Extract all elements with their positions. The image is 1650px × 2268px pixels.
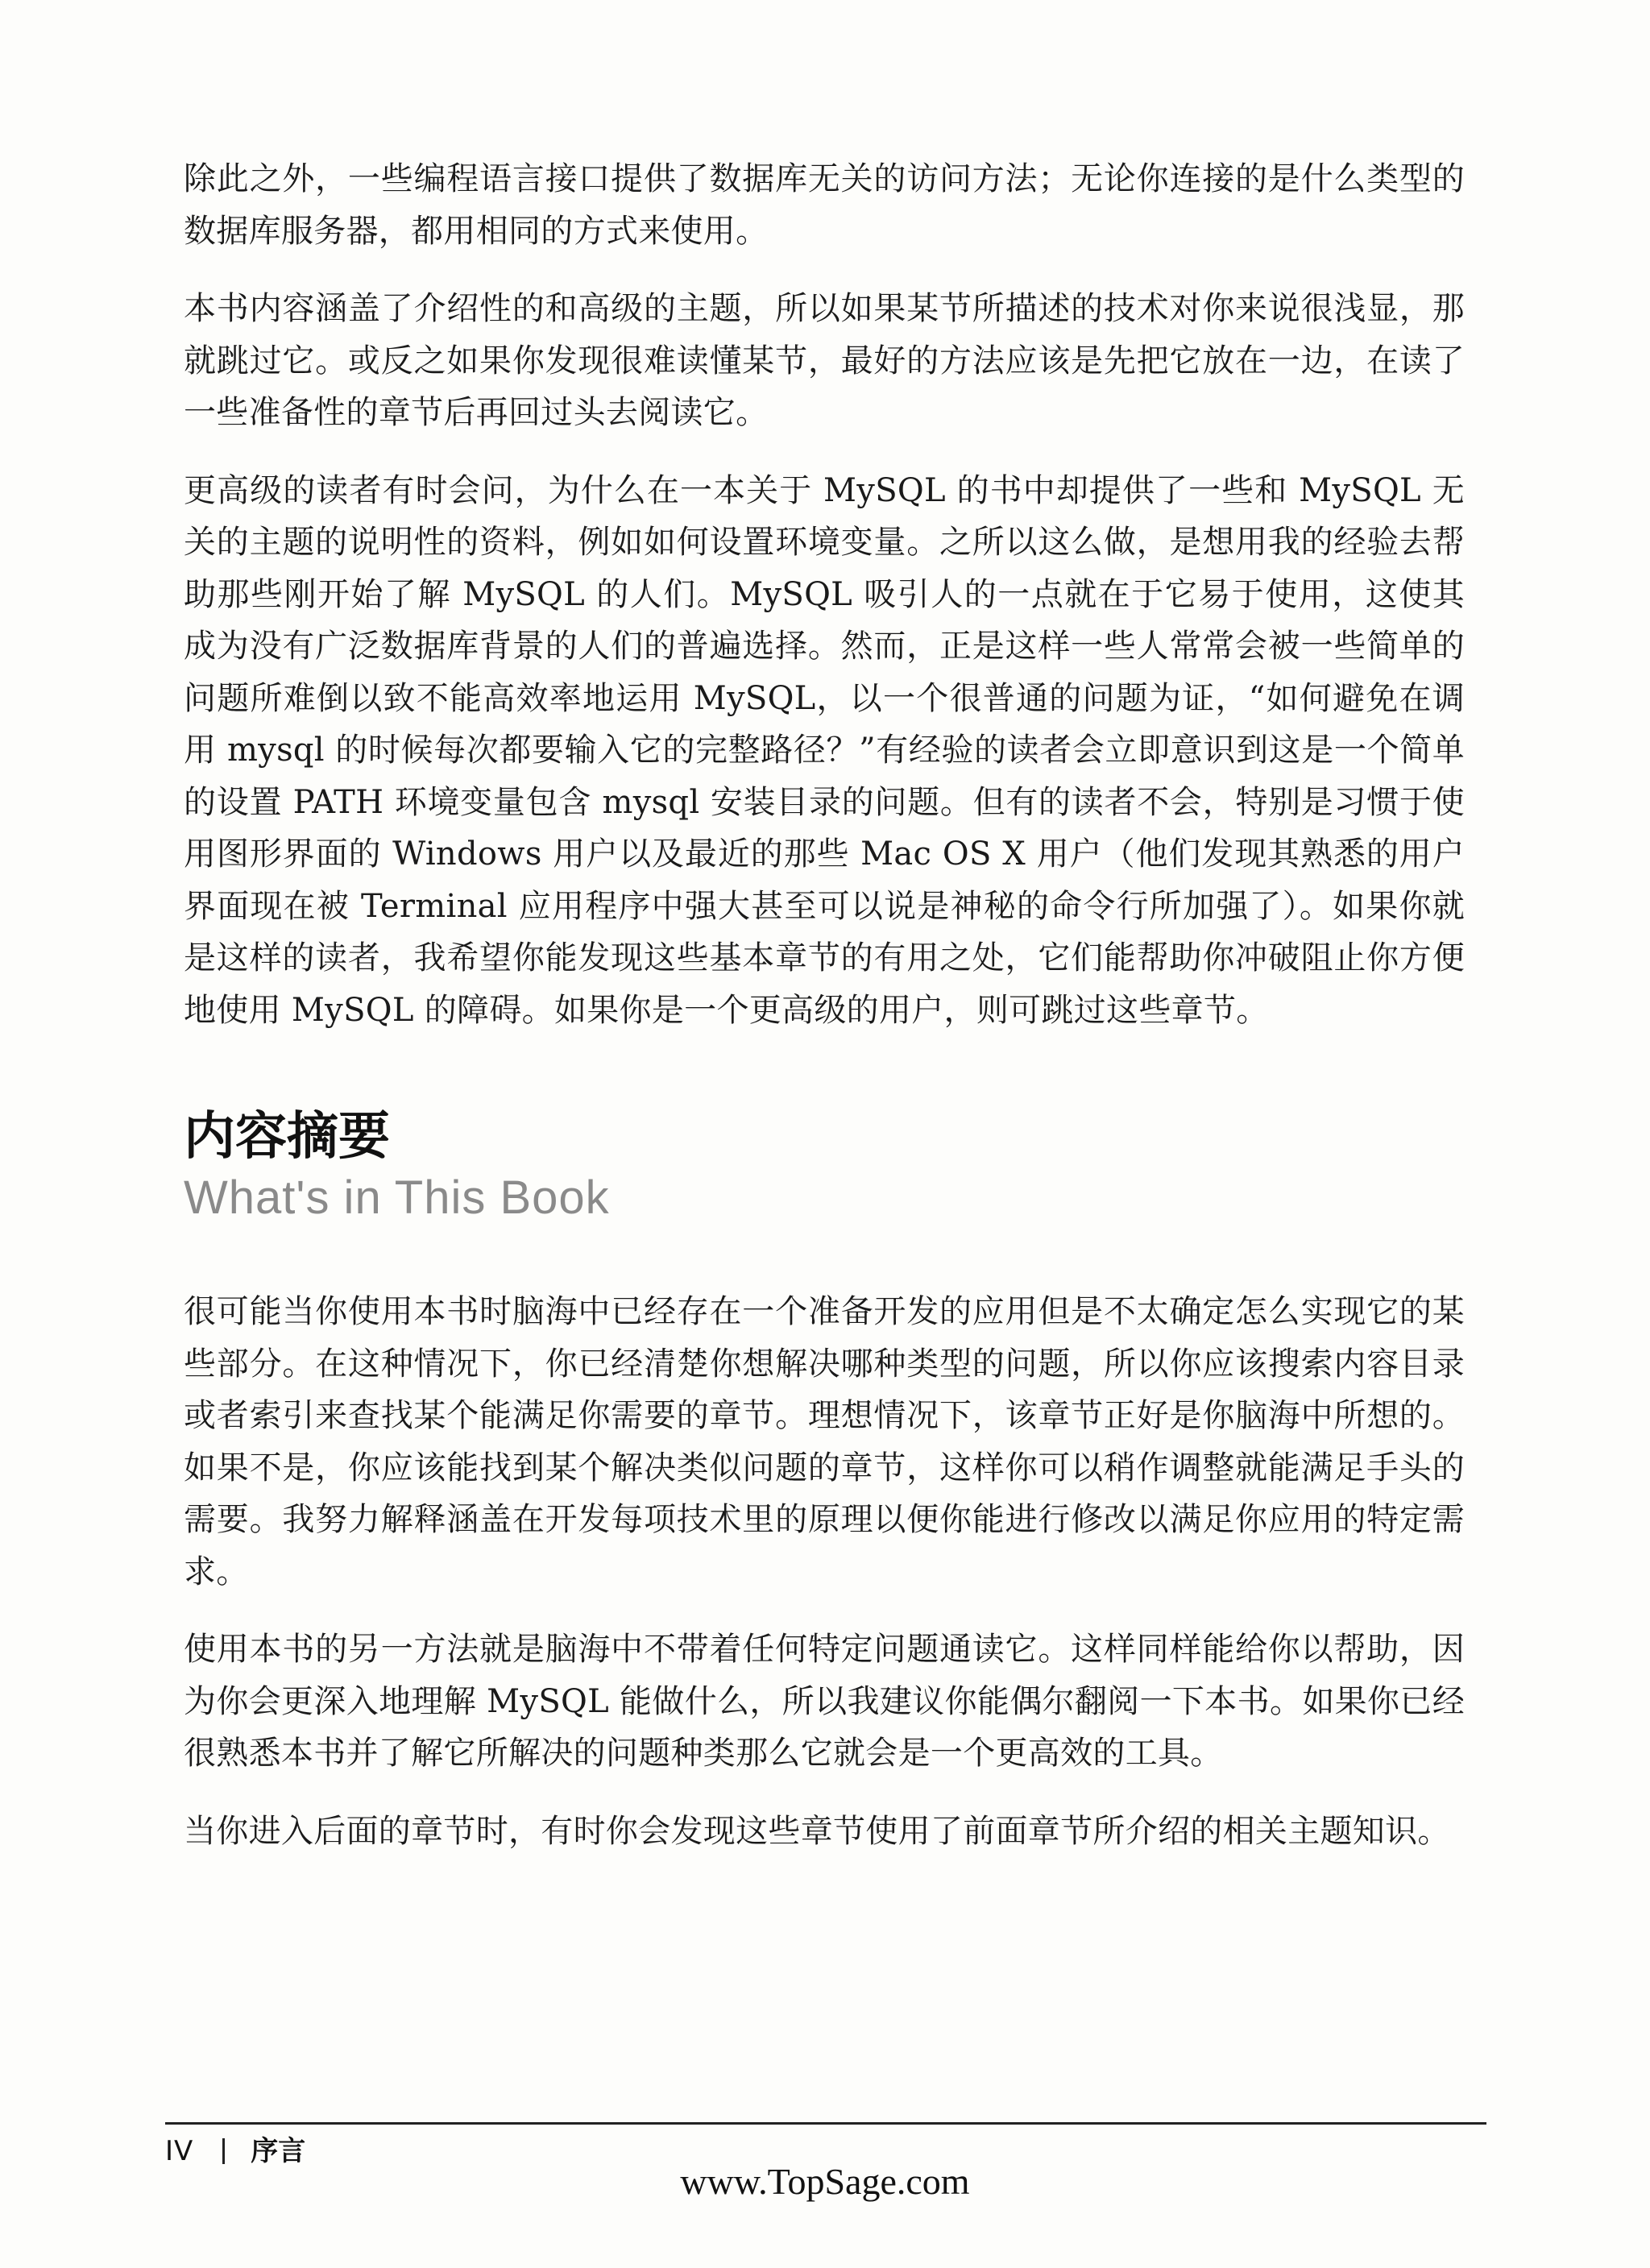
paragraph: 很可能当你使用本书时脑海中已经存在一个准备开发的应用但是不太确定怎么实现它的某些部分。在这种情况下，你已经清楚你想解决哪种类型的问题，所以你应该搜索内容目录或者索引来查找某个能满足你需要的章节。理想情况下，该章节正好是你脑海中所想的。如果不是，你应该能找到某个解决类似问题的章节，这样你可以稍作调整就能满足手头的需要。我努力解释涵盖在开发每项技术里的原理以便你能进行修改以满足你应用的特定需求。 [184,1293,1465,1590]
footer-divider [165,2122,1486,2125]
section-subtitle: What's in This Book [184,1171,610,1224]
paragraph: 本书内容涵盖了介绍性的和高级的主题，所以如果某节所描述的技术对你来说很浅显，那就跳过它。或反之如果你发现很难读懂某节，最好的方法应该是先把它放在一边，在读了一些准备性的章节后再回过头去阅读它。 [184,290,1465,431]
paragraph: 当你进入后面的章节时，有时你会发现这些章节使用了前面章节所介绍的相关主题知识。 [184,1812,1450,1850]
page-number: IV [165,2135,194,2167]
paragraph: 更高级的读者有时会问，为什么在一本关于 MySQL 的书中却提供了一些和 MySQL 无关的主题的说明性的资料，例如如何设置环境变量。之所以这么做，是想用我的经验去帮助那些刚开始了解 MySQL 的人们。MySQL 吸引人的一点就在于它易于使用，这使其成为没有广泛数据库背景的人们的普遍选择。然而，正是这样一些人常常会被一些简单的问题所难倒以致不能高效率地运用 MySQL，以一个很普通的问题为证，“如何避免在调用 mysql 的时候每次都要输入它的完整路径？”有经验的读者会立即意识到这是一个简单的设置 PATH 环境变量包含 mysql 安装目录的问题。但有的读者不会，特别是习惯于使用图形界面的 Windows 用户以及最近的那些 Mac OS X 用户（他们发现其熟悉的用户界面现在被 Terminal 应用程序中强大甚至可以说是神秘的命令行所加强了）。如果你就是这样的读者，我希望你能发现这些基本章节的有用之处，它们能帮助你冲破阻止你方便地使用 MySQL 的障碍。如果你是一个更高级的用户，则可跳过这些章节。 [184,471,1465,1029]
section-title: 内容摘要 [184,1107,390,1167]
footer-url: www.TopSage.com [680,2161,970,2202]
page-content [184,153,1465,1883]
footer-section-name: 序言 [251,2135,306,2167]
paragraph: 使用本书的另一方法就是脑海中不带着任何特定问题通读它。这样同样能给你以帮助，因为你会更深入地理解 MySQL 能做什么，所以我建议你能偶尔翻阅一下本书。如果你已经很熟悉本书并了解它所解决的问题种类那么它就会是一个更高效的工具。 [184,1631,1465,1772]
paragraph: 除此之外，一些编程语言接口提供了数据库无关的访问方法；无论你连接的是什么类型的数据库服务器，都用相同的方式来使用。 [184,160,1465,250]
